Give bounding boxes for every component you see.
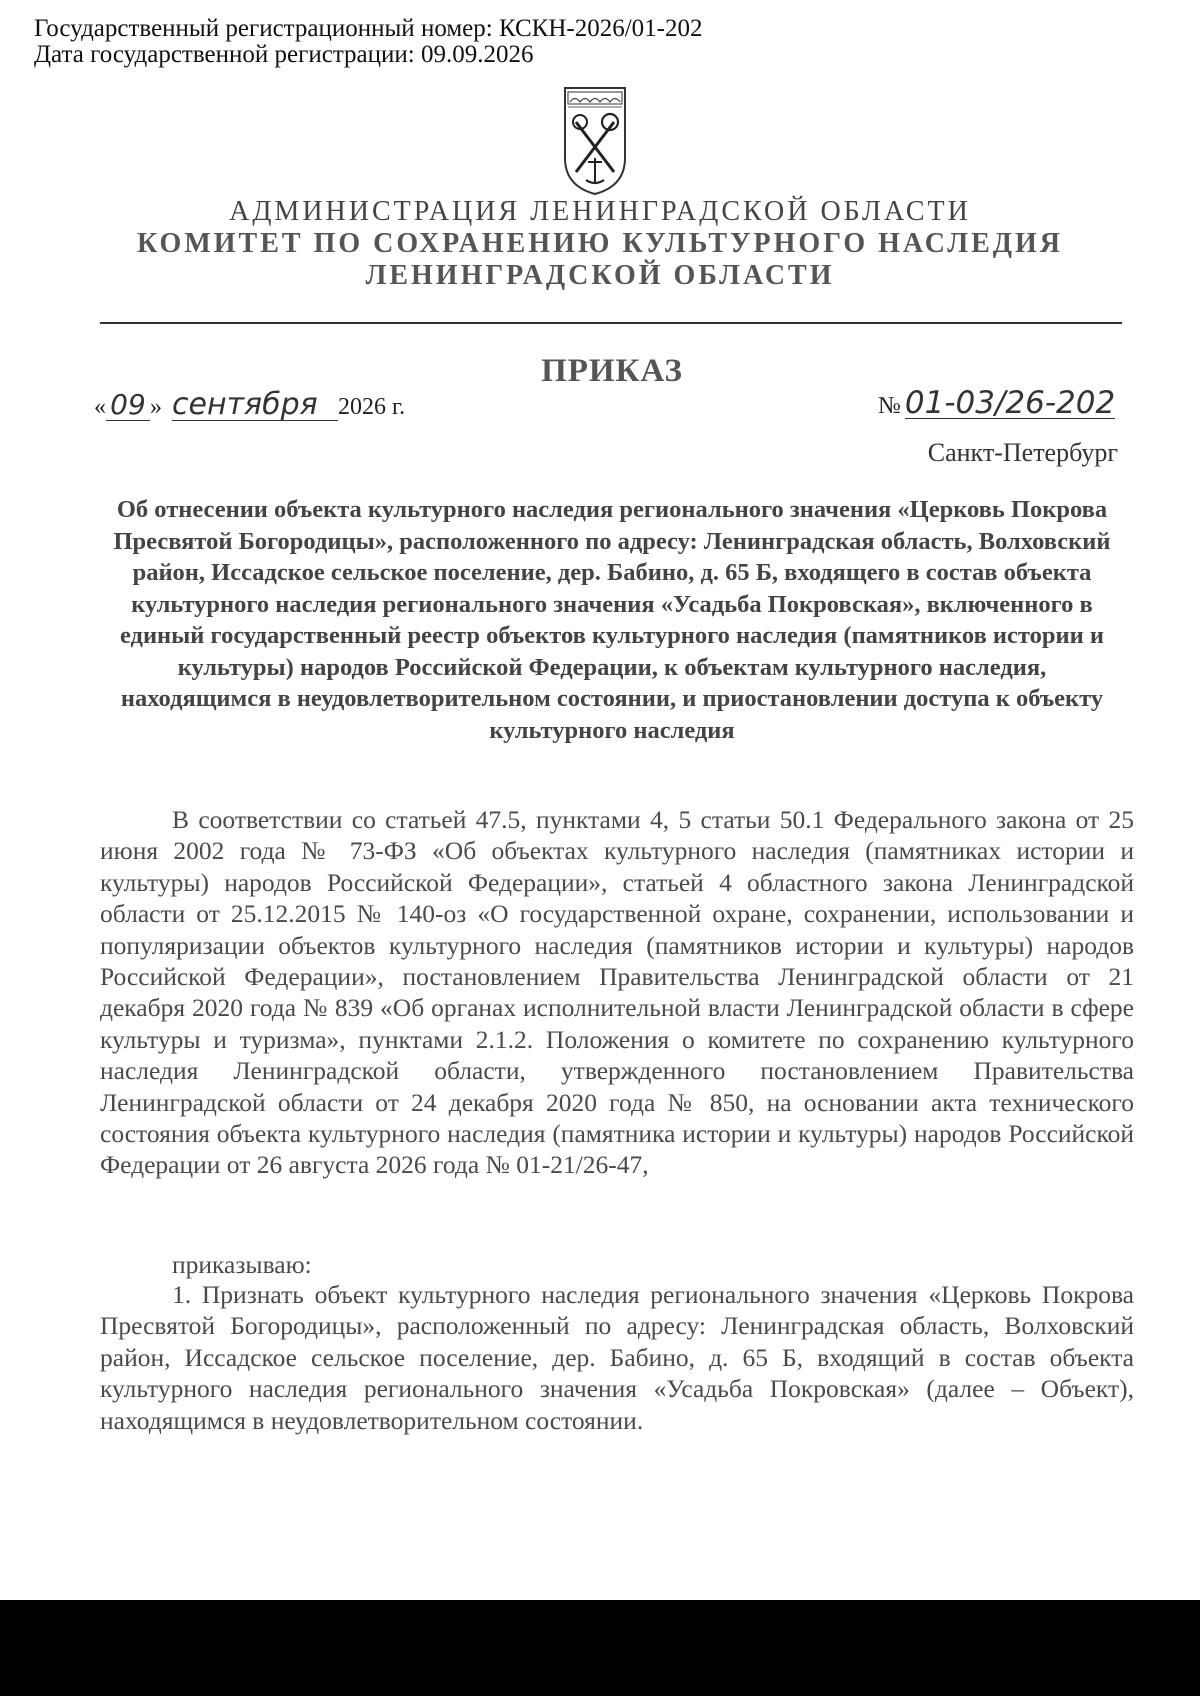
header-divider (100, 322, 1122, 324)
registration-date: Дата государственной регистрации: 09.09.2026 (34, 41, 534, 68)
order-word: приказываю: (172, 1250, 312, 1279)
header-administration: АДМИНИСТРАЦИЯ ЛЕНИНГРАДСКОЙ ОБЛАСТИ (229, 196, 971, 227)
order-number-line (878, 385, 1116, 421)
order-city: Санкт-Петербург (927, 438, 1118, 467)
order-month: сентября (172, 390, 338, 421)
order-year: 2026 г. (338, 394, 406, 420)
registration-number: Государственный регистрационный номер: КСКН-2026/01-202 (34, 15, 703, 42)
order-title: ПРИКАЗ (541, 353, 683, 389)
order-number: 01-03/26-202 (904, 385, 1116, 421)
paragraph-basis: В соответствии со статьей 47.5, пунктами 4, 5 статьи 50.1 Федерального закона от 25 июня 2002 года № 73-ФЗ «Об объектах культурного наследия (памятниках истории и культуры) народов Российской Федерации», статьей 4 областного закона Ленинградской области от 25.12.2015 № 140-оз «О государственной охране, сохранении, использовании и популяризации объектов культурного наследия (памятников истории и культуры) народов Российской Федерации», постановлением Правительства Ленинградской области от 21 декабря 2020 года № 839 «Об органах исполнительной власти Ленинградской области в сфере культуры и туризма», пунктами 2.1.2. Положения о комитете по сохранению культурного наследия Ленинградской области, утвержденного постановлением Правительства Ленинградской области от 24 декабря 2020 года № 850, на основании акта технического состояния объекта культурного наследия (памятника истории и культуры) народов Российской Федерации от 26 августа 2026 года № 01-21/26-47, (100, 805, 1134, 1180)
order-item-1: 1. Признать объект культурного наследия регионального значения «Церковь Покрова Пресвятой Богородицы», расположенный по адресу: Ленинградская область, Волховский район, Иссадское сельское поселение, дер. Бабино, д. 65 Б, входящий в состав объекта культурного наследия регионального значения «Усадьба Покровская» (далее – Объект), находящимся в неудовлетворительном состоянии. (100, 1280, 1134, 1435)
order-day: 09 (106, 390, 150, 421)
order-date (94, 387, 406, 422)
header-region: ЛЕНИНГРАДСКОЙ ОБЛАСТИ (365, 260, 835, 291)
scan-bottom-border (0, 1600, 1200, 1696)
leningrad-oblast-coat-of-arms-icon (562, 86, 628, 196)
date-quote-open: « (94, 394, 106, 420)
order-number-label: № (878, 393, 901, 419)
date-quote-close: » (150, 394, 162, 420)
header-committee: КОМИТЕТ ПО СОХРАНЕНИЮ КУЛЬТУРНОГО НАСЛЕДИЯ (136, 228, 1064, 259)
order-subject: Об отнесении объекта культурного наследия регионального значения «Церковь Покрова Пресвятой Богородицы», расположенного по адресу: Ленинградская область, Волховский район, Иссадское сельское поселение, дер. Бабино, д. 65 Б, входящего в состав объекта культурного наследия регионального значения «Усадьба Покровская», включенного в единый государственный реестр объектов культурного наследия (памятников истории и культуры) народов Российской Федерации, к объектам культурного наследия, находящимся в неудовлетворительном состоянии, и приостановлении доступа к объекту культурного наследия (113, 496, 1111, 744)
